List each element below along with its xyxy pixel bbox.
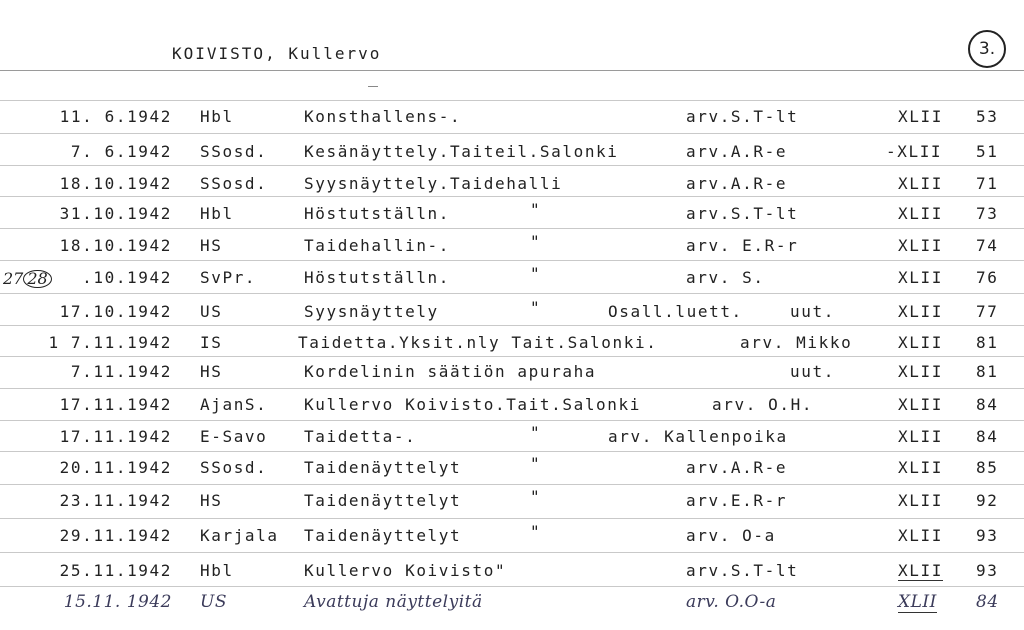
entry-title: Avattuja näyttelyitä: [304, 592, 483, 612]
row-rule: [0, 552, 1024, 553]
entry-date: 18.10.1942: [59, 236, 172, 255]
entry-page: 81: [976, 333, 999, 352]
entry-volume: XLII: [898, 268, 943, 287]
date-prefix-original: 27: [3, 269, 24, 288]
entry-page: 92: [976, 491, 999, 510]
entry-volume: XLII: [898, 362, 943, 381]
entry-review: arv.A.R-e: [686, 142, 788, 161]
entry-ditto: ": [530, 232, 542, 251]
entry-review: arv.S.T-lt: [686, 107, 799, 126]
row-rule: [0, 518, 1024, 519]
row-rule: [0, 196, 1024, 197]
entry-page: 93: [976, 526, 999, 545]
entry-title: Höstutställn.: [304, 204, 451, 223]
entry-title: Höstutställn.: [304, 268, 451, 287]
entry-volume: XLII: [898, 204, 943, 223]
row-rule: [0, 484, 1024, 485]
entry-source: HS: [200, 362, 223, 381]
entry-source: Hbl: [200, 107, 234, 126]
entry-volume: XLII: [898, 592, 937, 612]
entry-volume: XLII: [898, 491, 943, 510]
entry-date: .10.1942: [82, 268, 172, 287]
entry-title: Taidenäyttelyt: [304, 458, 462, 477]
entry-review: arv. Kallenpoika: [608, 427, 788, 446]
entry-ditto: ": [530, 454, 542, 473]
card-number: 3.: [978, 39, 996, 59]
entry-review: arv.E.R-r: [686, 491, 788, 510]
entry-review: arv. S.: [686, 268, 765, 287]
entry-page: 81: [976, 362, 999, 381]
entry-review: arv. O.O-a: [686, 592, 777, 612]
card-heading: KOIVISTO, Kullervo: [172, 44, 382, 63]
entry-source: Hbl: [200, 561, 234, 580]
entry-date: 7. 6.1942: [70, 142, 172, 161]
entry-source: HS: [200, 491, 223, 510]
entry-date: 17.11.1942: [59, 395, 172, 414]
pencil-mark: [368, 86, 378, 87]
entry-page: 51: [976, 142, 999, 161]
entry-date: 15.11. 1942: [63, 592, 172, 612]
entry-source: Karjala: [200, 526, 279, 545]
entry-page: 93: [976, 561, 999, 580]
entry-ditto: ": [530, 522, 542, 541]
entry-date: 7.11.1942: [70, 362, 172, 381]
entry-volume: XLII: [898, 561, 943, 580]
entry-volume: XLII: [898, 458, 943, 477]
entry-ditto: ": [530, 264, 542, 283]
entry-source: Hbl: [200, 204, 234, 223]
entry-volume: XLII: [898, 236, 943, 255]
entry-title: Taidenäyttelyt: [304, 526, 462, 545]
entry-date: 18.10.1942: [59, 174, 172, 193]
entry-review: arv. E.R-r: [686, 236, 799, 255]
entry-title: Taidenäyttelyt: [304, 491, 462, 510]
card-number-circle: [968, 30, 1006, 68]
entry-title: Taidetta-.: [304, 427, 417, 446]
entry-ditto: ": [530, 298, 542, 317]
entry-ditto: ": [530, 423, 542, 442]
entry-volume: XLII: [898, 302, 943, 321]
entry-title: Kullervo Koivisto.Tait.Salonki: [304, 395, 641, 414]
entry-date: 23.11.1942: [59, 491, 172, 510]
entry-review: arv. Mikko: [740, 333, 853, 352]
entry-title: Taidetta.Yksit.nly Tait.Salonki.: [298, 333, 658, 352]
entry-source: US: [200, 592, 227, 612]
entry-page: 84: [976, 592, 999, 612]
entry-source: AjanS.: [200, 395, 268, 414]
row-rule: [0, 133, 1024, 134]
date-prefix-circled: 28: [23, 270, 51, 288]
entry-review: arv. O-a: [686, 526, 776, 545]
entry-date-correction: [3, 269, 52, 288]
entry-source: IS: [200, 333, 223, 352]
row-rule: [0, 388, 1024, 389]
entry-title: Syysnäyttely.Taidehalli: [304, 174, 563, 193]
entry-source: E-Savo: [200, 427, 268, 446]
entry-title: Kordelinin säätiön apuraha: [304, 362, 597, 381]
entry-source: SvPr.: [200, 268, 257, 287]
row-rule: [0, 451, 1024, 452]
entry-title: Taidehallin-.: [304, 236, 451, 255]
entry-page: 71: [976, 174, 999, 193]
entry-page: 53: [976, 107, 999, 126]
entry-date: 31.10.1942: [59, 204, 172, 223]
entry-date: 17.10.1942: [59, 302, 172, 321]
entry-page: 76: [976, 268, 999, 287]
entry-date: 1 7.11.1942: [48, 333, 172, 352]
entry-source: US: [200, 302, 223, 321]
entry-review: arv. O.H.: [712, 395, 814, 414]
entry-review: arv.A.R-e: [686, 174, 788, 193]
entry-date: 17.11.1942: [59, 427, 172, 446]
row-rule: [0, 586, 1024, 587]
entry-volume: XLII: [898, 333, 943, 352]
entry-date: 20.11.1942: [59, 458, 172, 477]
entry-volume: XLII: [898, 174, 943, 193]
entry-volume: XLII: [898, 427, 943, 446]
entry-source: SSosd.: [200, 458, 268, 477]
entry-review: arv.A.R-e: [686, 458, 788, 477]
entry-volume: -XLII: [886, 142, 943, 161]
entry-date: 25.11.1942: [59, 561, 172, 580]
entry-page: 74: [976, 236, 999, 255]
row-rule: [0, 420, 1024, 421]
entry-title: Konsthallens-.: [304, 107, 462, 126]
entry-page: 85: [976, 458, 999, 477]
row-rule: [0, 165, 1024, 166]
entry-volume: XLII: [898, 107, 943, 126]
entry-date: 11. 6.1942: [59, 107, 172, 126]
entry-review: uut.: [790, 302, 835, 321]
entry-review: uut.: [790, 362, 835, 381]
row-rule: [0, 325, 1024, 326]
row-rule: [0, 356, 1024, 357]
entry-review: arv.S.T-lt: [686, 561, 799, 580]
row-rule: [0, 260, 1024, 261]
entry-page: 84: [976, 395, 999, 414]
entry-page: 77: [976, 302, 999, 321]
header-rule: [0, 70, 1024, 71]
entry-review: arv.S.T-lt: [686, 204, 799, 223]
entry-source: HS: [200, 236, 223, 255]
entry-volume: XLII: [898, 395, 943, 414]
entry-note: Osall.luett.: [608, 302, 743, 321]
entry-title: Syysnäyttely: [304, 302, 439, 321]
row-rule: [0, 293, 1024, 294]
entry-volume: XLII: [898, 526, 943, 545]
entry-title: Kullervo Koivisto": [304, 561, 507, 580]
entry-source: SSosd.: [200, 174, 268, 193]
row-rule: [0, 100, 1024, 101]
row-rule: [0, 228, 1024, 229]
entry-source: SSosd.: [200, 142, 268, 161]
entry-page: 84: [976, 427, 999, 446]
entry-ditto: ": [530, 200, 542, 219]
entry-title: Kesänäyttely.Taiteil.Salonki: [304, 142, 619, 161]
entry-ditto: ": [530, 487, 542, 506]
entry-date: 29.11.1942: [59, 526, 172, 545]
entry-page: 73: [976, 204, 999, 223]
